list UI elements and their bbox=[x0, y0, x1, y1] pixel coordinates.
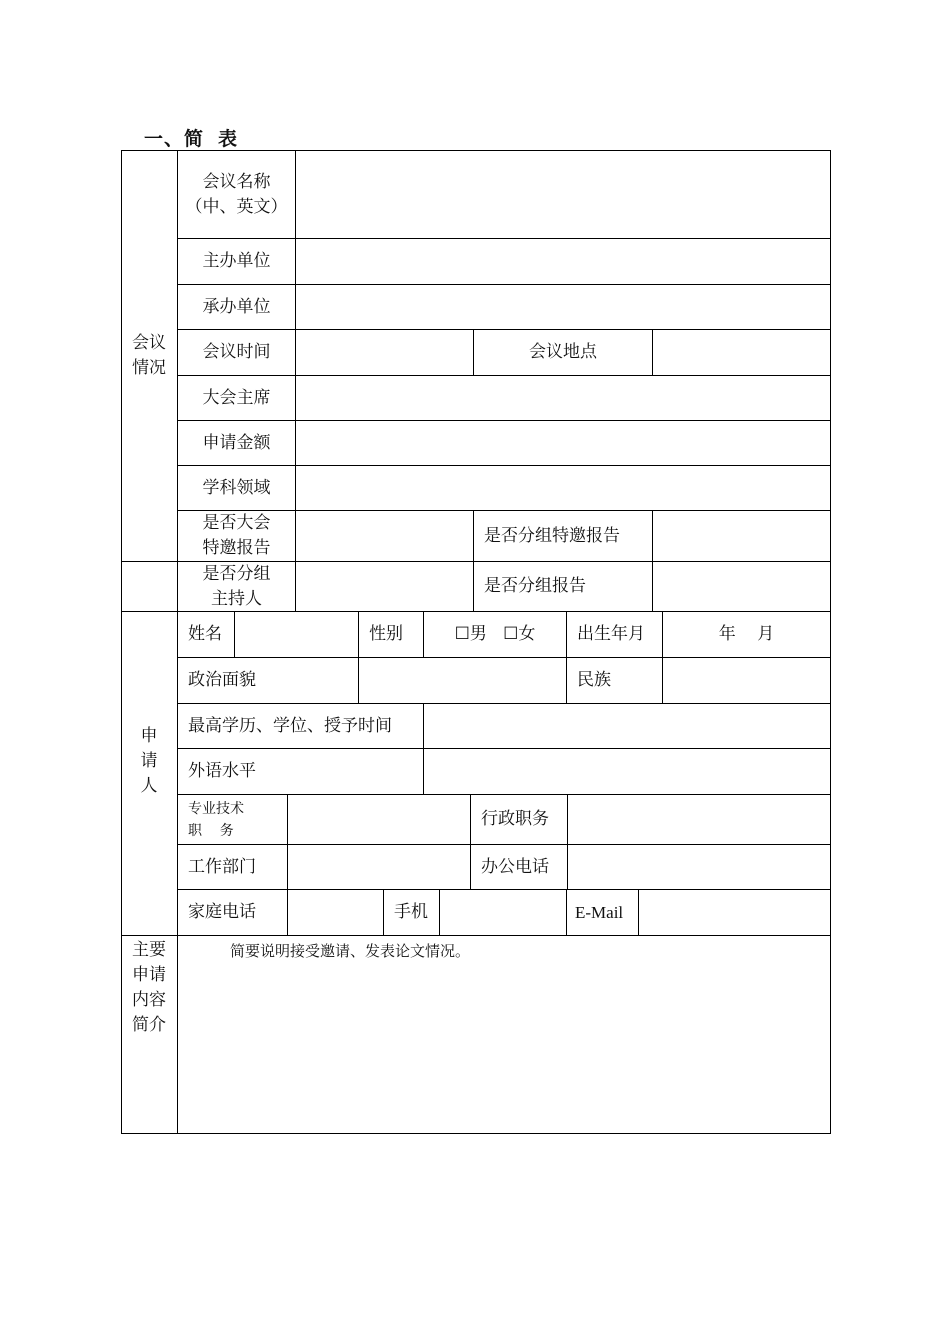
language-label: 外语水平 bbox=[188, 761, 256, 781]
chair-field[interactable] bbox=[296, 376, 830, 420]
invited-group-field[interactable] bbox=[653, 511, 830, 561]
table-border-right bbox=[830, 150, 831, 1133]
meeting-group-label: 会议 情况 bbox=[132, 333, 166, 378]
office-phone-label: 办公电话 bbox=[481, 856, 549, 877]
invited-group-label: 是否分组特邀报告 bbox=[484, 525, 620, 546]
home-phone-field[interactable] bbox=[288, 890, 383, 935]
amount-label: 申请金额 bbox=[202, 432, 271, 453]
admin-position-field[interactable] bbox=[568, 795, 830, 844]
professional-title-field[interactable] bbox=[288, 795, 470, 844]
applicant-name-label: 姓名 bbox=[188, 624, 222, 644]
field-label: 学科领域 bbox=[202, 477, 271, 498]
organizer-label: 主办单位 bbox=[202, 251, 271, 271]
table-border-bottom bbox=[121, 1133, 831, 1134]
group-report-label: 是否分组报告 bbox=[484, 576, 586, 596]
language-field[interactable] bbox=[424, 749, 830, 794]
section-title-number: 一、简 bbox=[144, 128, 205, 150]
group-host-label: 是否分组 主持人 bbox=[202, 563, 271, 609]
politics-field[interactable] bbox=[359, 658, 566, 703]
meeting-name-label: 会议名称 （中、英文） bbox=[185, 171, 288, 217]
meeting-location-field[interactable] bbox=[653, 330, 830, 375]
email-field[interactable] bbox=[639, 890, 830, 935]
content-group-label: 主要 申请 内容 简介 bbox=[132, 940, 166, 1035]
mobile-field[interactable] bbox=[440, 890, 566, 935]
birth-label: 出生年月 bbox=[577, 624, 645, 644]
amount-field[interactable] bbox=[296, 421, 830, 465]
chair-label: 大会主席 bbox=[202, 387, 271, 408]
birth-field[interactable]: 年 月 bbox=[718, 624, 775, 644]
applicant-name-field[interactable] bbox=[235, 612, 358, 657]
group-host-field[interactable] bbox=[296, 562, 473, 611]
education-label: 最高学历、学位、授予时间 bbox=[188, 715, 392, 736]
row-line bbox=[121, 935, 830, 936]
ethnicity-field[interactable] bbox=[663, 658, 830, 703]
section-title-rest: 表 bbox=[218, 128, 239, 150]
organizer-field[interactable] bbox=[296, 239, 830, 284]
meeting-location-label: 会议地点 bbox=[529, 342, 597, 362]
gender-label: 性别 bbox=[369, 624, 403, 644]
content-summary-field[interactable] bbox=[178, 962, 830, 1133]
professional-title-label: 专业技术 职 务 bbox=[188, 800, 244, 839]
subject-field-input[interactable] bbox=[296, 466, 830, 510]
ethnicity-label: 民族 bbox=[577, 670, 611, 690]
meeting-time-field[interactable] bbox=[296, 330, 473, 375]
office-phone-field[interactable] bbox=[568, 845, 830, 889]
invited-general-label: 是否大会 特邀报告 bbox=[202, 513, 271, 558]
home-phone-label: 家庭电话 bbox=[188, 902, 256, 922]
department-field[interactable] bbox=[288, 845, 470, 889]
education-field[interactable] bbox=[424, 704, 830, 748]
group-report-field[interactable] bbox=[653, 562, 830, 611]
gender-options[interactable]: ☐男 ☐女 bbox=[454, 624, 536, 644]
invited-general-field[interactable] bbox=[296, 511, 473, 561]
politics-label: 政治面貌 bbox=[188, 670, 256, 690]
co-organizer-field[interactable] bbox=[296, 285, 830, 329]
meeting-time-label: 会议时间 bbox=[202, 342, 271, 362]
mobile-label: 手机 bbox=[394, 902, 428, 922]
co-organizer-label: 承办单位 bbox=[202, 296, 271, 317]
meeting-name-field[interactable] bbox=[296, 151, 830, 238]
admin-position-label: 行政职务 bbox=[481, 809, 549, 829]
email-label: E-Mail bbox=[575, 903, 624, 922]
content-instruction: 简要说明接受邀请、发表论文情况。 bbox=[230, 942, 471, 960]
applicant-group-label: 申 请 人 bbox=[140, 726, 158, 796]
department-label: 工作部门 bbox=[188, 856, 256, 877]
